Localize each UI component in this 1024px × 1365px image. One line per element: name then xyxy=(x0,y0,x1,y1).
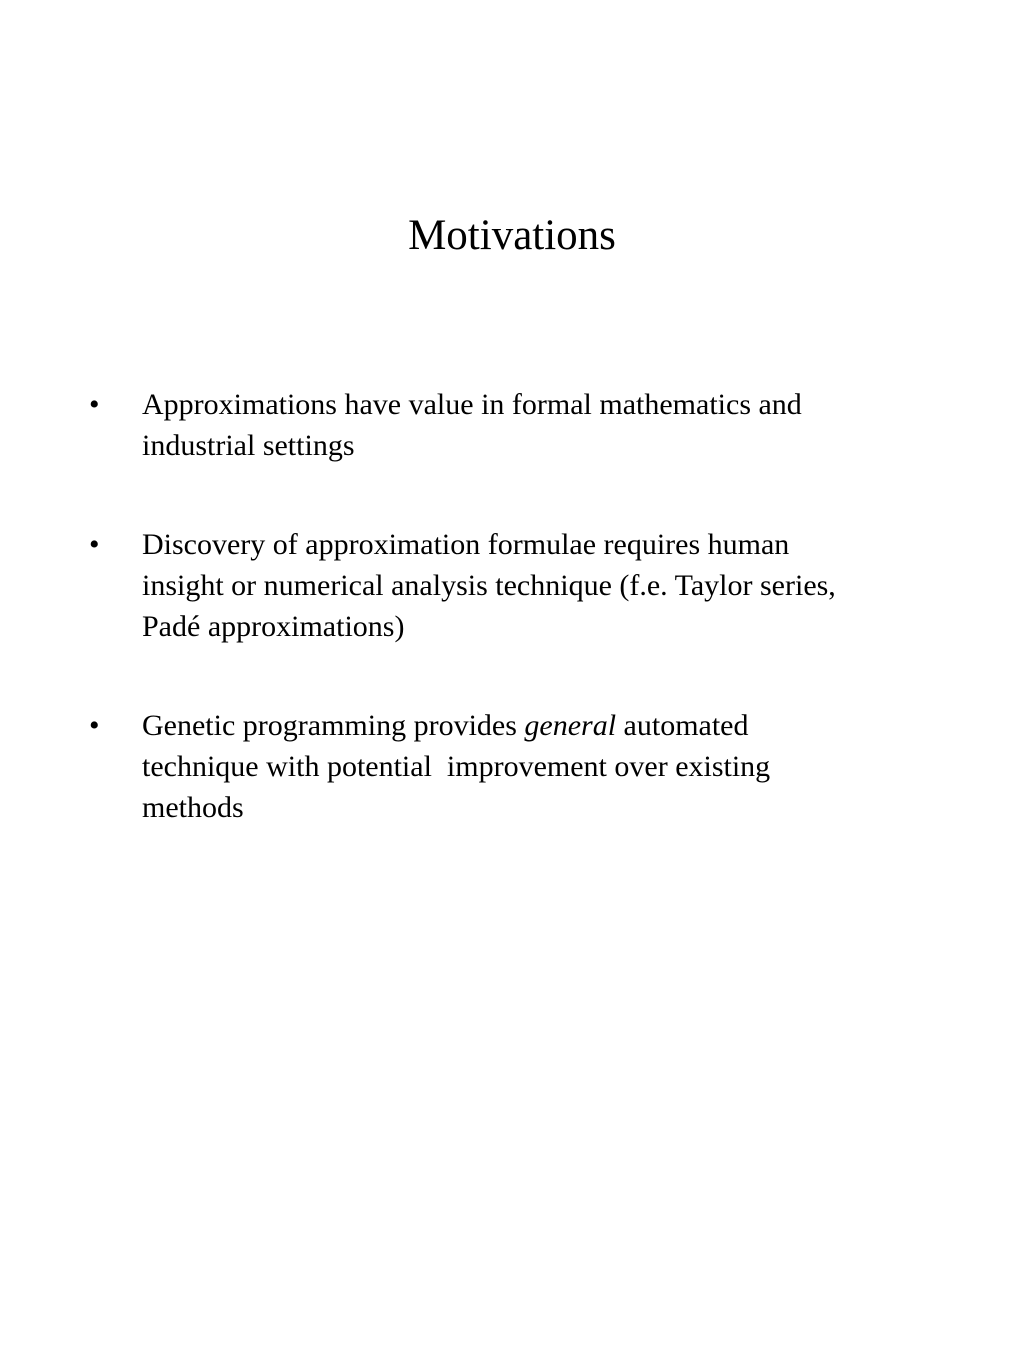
bullet-text xyxy=(142,524,962,647)
bullet-line: methods xyxy=(142,791,244,824)
bullet-icon: • xyxy=(89,388,100,421)
bullet-item xyxy=(0,524,1024,647)
emphasized-word: general xyxy=(524,709,617,742)
bullet-line: technique with potential improvement over existing xyxy=(142,750,771,783)
slide-title: Motivations xyxy=(408,212,616,259)
bullet-icon: • xyxy=(89,709,100,742)
bullet-icon: • xyxy=(89,528,100,561)
bullet-text xyxy=(142,705,962,828)
bullet-line: Padé approximations) xyxy=(142,610,405,643)
bullet-line-end: automated xyxy=(616,709,749,742)
bullet-line: Approximations have value in formal mathematics and xyxy=(142,388,802,421)
bullet-line: Discovery of approximation formulae requires human xyxy=(142,528,790,561)
bullet-line: insight or numerical analysis technique (f.e. Taylor series, xyxy=(142,569,836,602)
bullet-text xyxy=(142,384,962,466)
bullet-line-start: Genetic programming provides xyxy=(142,709,525,742)
bullet-item xyxy=(0,705,1024,828)
bullet-list xyxy=(0,384,1024,886)
bullet-item xyxy=(0,384,1024,466)
bullet-line: industrial settings xyxy=(142,429,355,462)
